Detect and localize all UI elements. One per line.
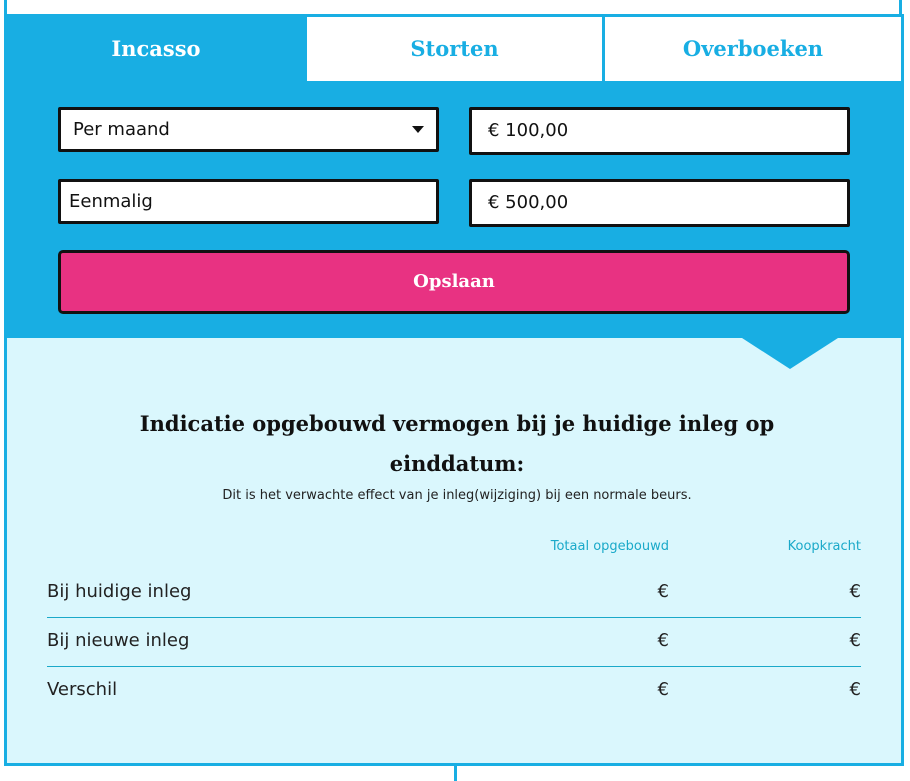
result-title: Indicatie opgebouwd vermogen bij je huidige inleg op einddatum: [139,411,775,476]
form-section [7,17,901,338]
monthly-amount-input[interactable]: € 100,00 [469,107,850,155]
row-label: Verschil [47,679,118,700]
chevron-down-icon [412,126,424,133]
row-total-value: € [657,581,669,602]
row-power-value: € [849,581,861,602]
once-label-field[interactable]: Eenmalig [58,179,439,224]
row-total-value: € [657,679,669,700]
result-subtitle: Dit is het verwachte effect van je inleg(wijziging) bij een normale beurs. [222,488,692,503]
row-label: Bij nieuwe inleg [47,630,190,651]
row-power-value: € [849,630,861,651]
table-row [47,569,861,618]
savings-panel [4,14,904,766]
row-total-value: € [657,630,669,651]
column-header-total: Totaal opgebouwd [550,539,669,554]
frequency-select-value: Per maand [73,119,170,140]
row-label: Bij huidige inleg [47,581,192,602]
connector-line [454,764,457,781]
save-button[interactable]: Opslaan [58,250,850,314]
column-header-purchasing-power: Koopkracht [787,539,861,554]
tab-incasso[interactable]: Incasso [7,17,305,81]
tab-overboeken[interactable]: Overboeken [602,17,901,81]
frequency-select[interactable] [58,107,439,152]
row-power-value: € [849,679,861,700]
pointer-notch [742,338,838,369]
tab-storten[interactable]: Storten [305,17,602,81]
tab-bar [7,17,901,81]
table-row [47,618,861,667]
table-row [47,667,861,715]
once-amount-input[interactable]: € 500,00 [469,179,850,227]
